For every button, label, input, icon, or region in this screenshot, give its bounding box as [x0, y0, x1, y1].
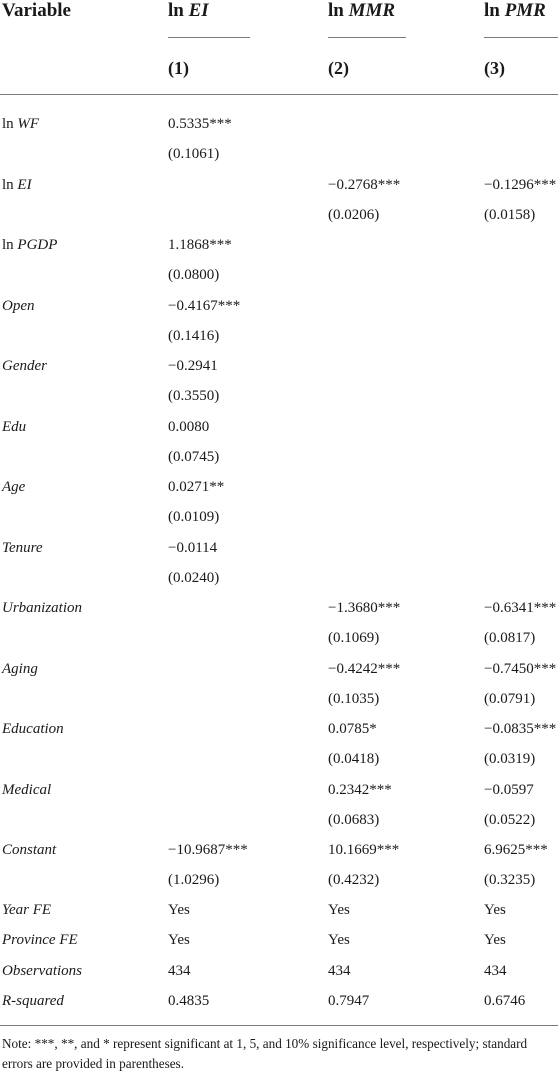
row-label: [2, 782, 51, 799]
standard-error-cell: (0.0418): [328, 751, 380, 767]
coefficient-cell: 1.1868***: [168, 237, 232, 253]
summary-cell: 0.6746: [484, 993, 526, 1009]
header-col-2: [328, 0, 395, 22]
header-rule-col-3: [484, 37, 558, 38]
standard-error-cell: (0.0683): [328, 812, 380, 828]
row-label: [2, 661, 38, 678]
standard-error-cell: (0.0791): [484, 691, 536, 707]
row-label-name: WF: [17, 116, 40, 132]
row-label: [2, 116, 39, 133]
header-col-3-name: PMR: [504, 0, 546, 21]
coefficient-cell: −0.2768***: [328, 177, 401, 193]
summary-row-name: Year FE: [2, 902, 52, 918]
header-col-1-name: EI: [188, 0, 209, 21]
row-label-name: Tenure: [2, 540, 43, 556]
summary-row-name: Province FE: [2, 932, 78, 948]
header-col-1: [168, 0, 209, 22]
coefficient-cell: 0.0080: [168, 419, 210, 435]
standard-error-cell: (0.3235): [484, 872, 536, 888]
coefficient-cell: −0.7450***: [484, 661, 557, 677]
standard-error-cell: (0.0158): [484, 207, 536, 223]
coefficient-cell: −0.4242***: [328, 661, 401, 677]
header-col-1-prefix: ln: [168, 0, 184, 21]
row-label-name: Aging: [2, 661, 38, 677]
row-label-name: Edu: [2, 419, 27, 435]
header-col-2-prefix: ln: [328, 0, 344, 21]
summary-cell: Yes: [484, 932, 506, 948]
row-label-name: Constant: [2, 842, 57, 858]
standard-error-cell: (0.0522): [484, 812, 536, 828]
row-label-name: Education: [2, 721, 64, 737]
header-variable: Variable: [2, 0, 71, 21]
summary-cell: Yes: [168, 932, 190, 948]
standard-error-cell: (0.0240): [168, 570, 220, 586]
summary-cell: 0.7947: [328, 993, 370, 1009]
column-number-3: (3): [484, 58, 505, 78]
row-label: [2, 479, 25, 496]
standard-error-cell: (0.0800): [168, 267, 220, 283]
standard-error-cell: (0.0319): [484, 751, 536, 767]
column-number-2: (2): [328, 58, 349, 78]
header-col-2-name: MMR: [348, 0, 396, 21]
row-label-name: Gender: [2, 358, 47, 374]
row-label: [2, 600, 82, 617]
summary-cell: 0.4835: [168, 993, 210, 1009]
coefficient-cell: −1.3680***: [328, 600, 401, 616]
row-label: [2, 721, 64, 738]
header-rule-col-1: [168, 37, 250, 38]
coefficient-cell: −0.0114: [168, 540, 218, 556]
header-col-3-prefix: ln: [484, 0, 500, 21]
summary-cell: 434: [328, 963, 351, 979]
standard-error-cell: (0.0109): [168, 509, 220, 525]
column-number-1: (1): [168, 58, 189, 78]
summary-cell: 434: [168, 963, 191, 979]
coefficient-cell: 0.5335***: [168, 116, 232, 132]
row-label: [2, 419, 26, 436]
standard-error-cell: (0.1061): [168, 146, 220, 162]
coefficient-cell: −0.0835***: [484, 721, 557, 737]
summary-row-name: R-squared: [2, 993, 64, 1009]
standard-error-cell: (0.0206): [328, 207, 380, 223]
standard-error-cell: (0.3550): [168, 388, 220, 404]
standard-error-cell: (0.1416): [168, 328, 220, 344]
row-label: [2, 842, 56, 859]
summary-row-label: [2, 993, 64, 1010]
header-col-3: [484, 0, 546, 22]
summary-cell: Yes: [484, 902, 506, 918]
coefficient-cell: −0.0597: [484, 782, 534, 798]
row-label-name: Open: [2, 298, 35, 314]
summary-cell: 434: [484, 963, 507, 979]
row-label-name: PGDP: [17, 237, 58, 253]
row-label-prefix: ln: [2, 116, 14, 132]
standard-error-cell: (0.0817): [484, 630, 536, 646]
coefficient-cell: −0.1296***: [484, 177, 557, 193]
header-rule-col-2: [328, 37, 406, 38]
summary-row-name: Observations: [2, 963, 82, 979]
summary-cell: Yes: [168, 902, 190, 918]
summary-row-label: [2, 932, 78, 949]
row-label-name: EI: [17, 177, 32, 193]
coefficient-cell: −0.2941: [168, 358, 218, 374]
standard-error-cell: (1.0296): [168, 872, 220, 888]
summary-cell: Yes: [328, 902, 350, 918]
row-label-prefix: ln: [2, 237, 14, 253]
row-label-name: Urbanization: [2, 600, 83, 616]
coefficient-cell: 6.9625***: [484, 842, 548, 858]
standard-error-cell: (0.1069): [328, 630, 380, 646]
row-label-prefix: ln: [2, 177, 14, 193]
summary-row-label: [2, 902, 51, 919]
coefficient-cell: 0.0271**: [168, 479, 225, 495]
header-bottom-rule: [0, 94, 558, 95]
row-label: [2, 237, 57, 254]
coefficient-cell: 0.0785*: [328, 721, 377, 737]
row-label-name: Medical: [2, 782, 52, 798]
standard-error-cell: (0.0745): [168, 449, 220, 465]
summary-row-label: [2, 963, 82, 980]
coefficient-cell: 0.2342***: [328, 782, 392, 798]
summary-cell: Yes: [328, 932, 350, 948]
table-note: Note: ***, **, and * represent significant at 1, 5, and 10% significance level, respectively; standard errors are provided in parentheses.: [2, 1036, 528, 1071]
row-label: [2, 177, 32, 194]
coefficient-cell: −0.4167***: [168, 298, 241, 314]
coefficient-cell: −0.6341***: [484, 600, 557, 616]
row-label-name: Age: [2, 479, 26, 495]
row-label: [2, 358, 47, 375]
standard-error-cell: (0.1035): [328, 691, 380, 707]
standard-error-cell: (0.4232): [328, 872, 380, 888]
row-label: [2, 298, 35, 315]
coefficient-cell: 10.1669***: [328, 842, 400, 858]
table-bottom-rule: [0, 1025, 558, 1026]
coefficient-cell: −10.9687***: [168, 842, 248, 858]
row-label: [2, 540, 43, 557]
